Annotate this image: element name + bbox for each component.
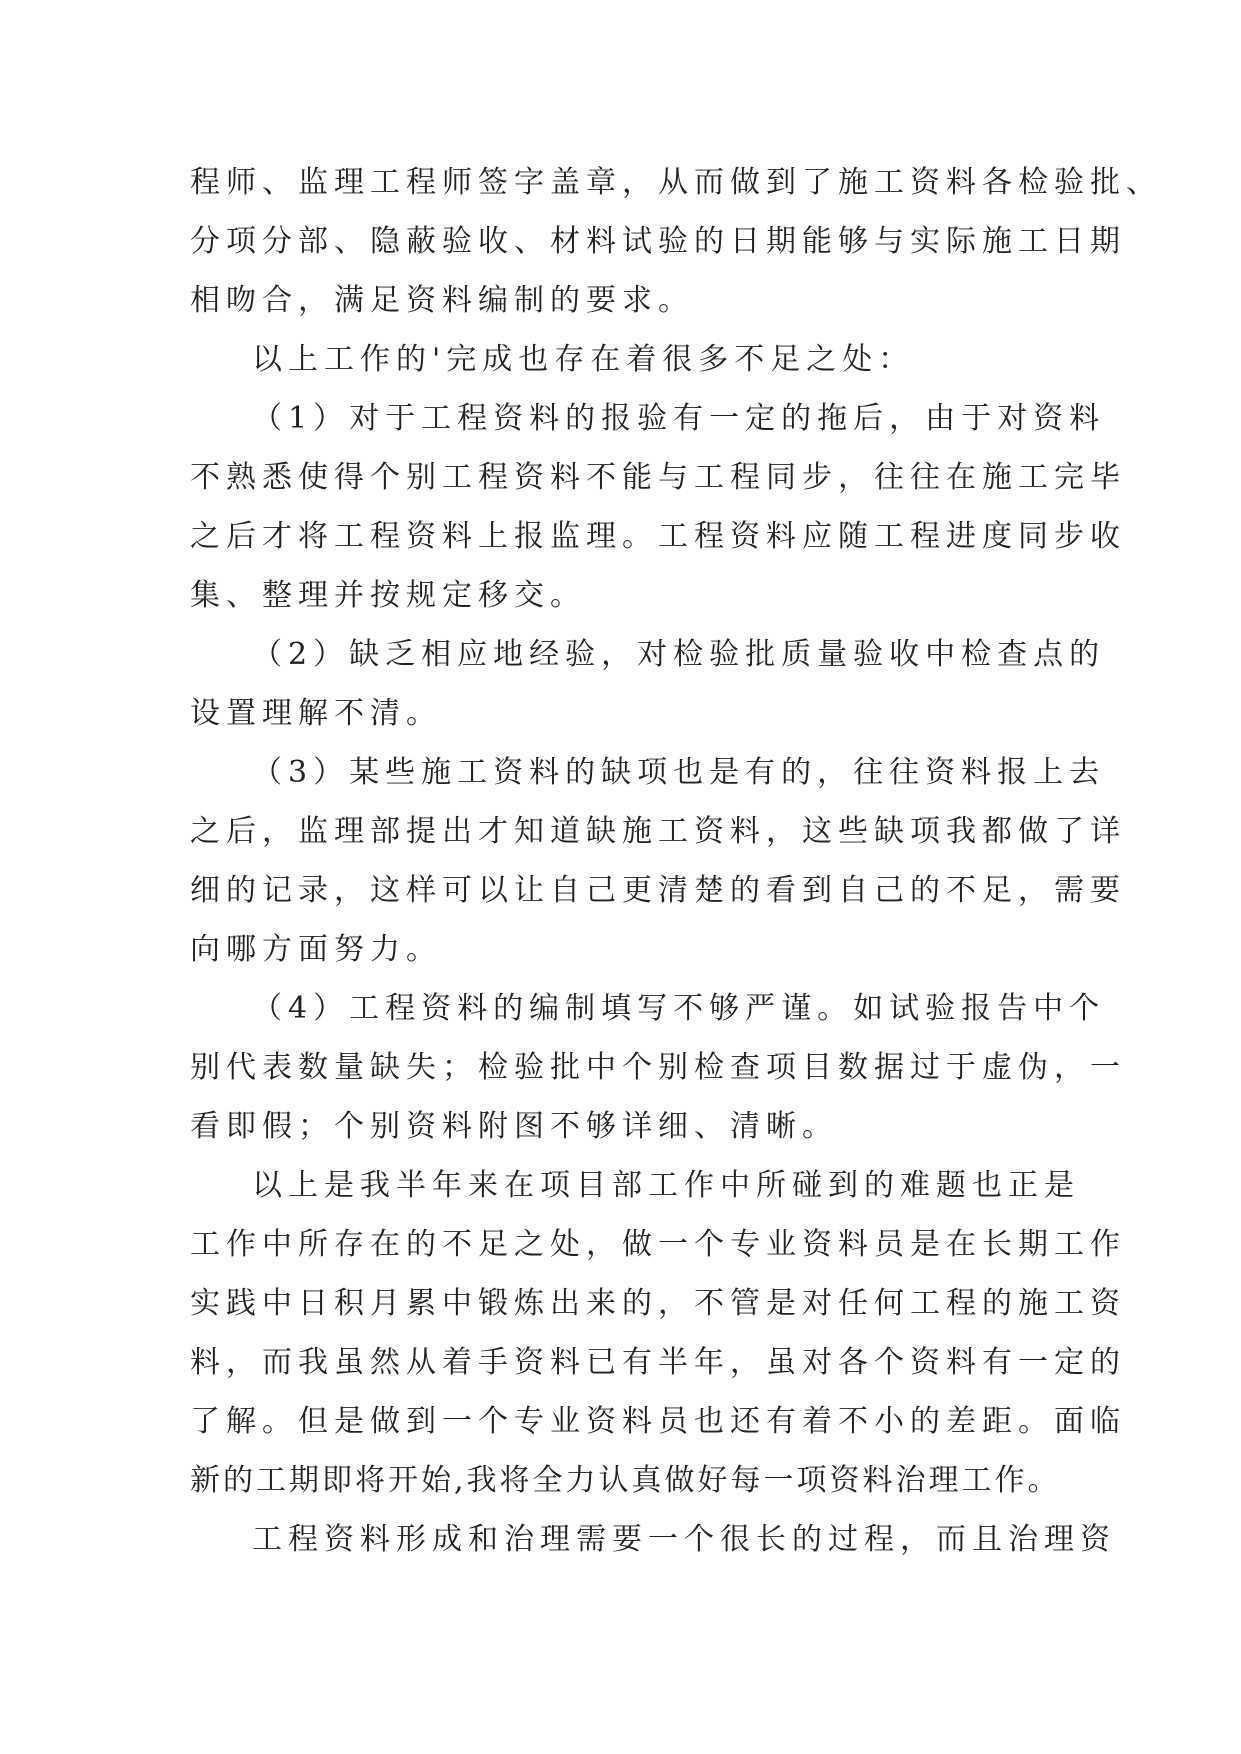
text-line: 看即假；个别资料附图不够详细、清晰。 [190, 1109, 838, 1144]
paragraph-start-line: 以上工作的'完成也存在着很多不足之处： [252, 342, 915, 377]
text-line: 工作中所存在的不足之处，做一个专业资料员是在长期工作 [190, 1227, 1126, 1262]
list-item-1-line: （1）对于工程资料的报验有一定的拖后，由于对资料 [252, 401, 1106, 436]
text-line: 程师、监理工程师签字盖章，从而做到了施工资料各检验批、 [190, 165, 1162, 200]
text-line: 别代表数量缺失；检验批中个别检查项目数据过于虚伪，一 [190, 1050, 1126, 1085]
paragraph-start-line: 以上是我半年来在项目部工作中所碰到的难题也正是 [252, 1168, 1080, 1203]
text-line: 不熟悉使得个别工程资料不能与工程同步，往往在施工完毕 [190, 460, 1126, 495]
text-line: 设置理解不清。 [190, 696, 442, 731]
text-line: 细的记录，这样可以让自己更清楚的看到自己的不足，需要 [190, 873, 1126, 908]
text-line: 向哪方面努力。 [190, 932, 442, 967]
text-line: 新的工期即将开始,我将全力认真做好每一项资料治理工作。 [190, 1463, 1061, 1498]
text-line: 之后，监理部提出才知道缺施工资料，这些缺项我都做了详 [190, 814, 1126, 849]
text-line: 之后才将工程资料上报监理。工程资料应随工程进度同步收 [190, 519, 1126, 554]
text-line: 分项分部、隐蔽验收、材料试验的日期能够与实际施工日期 [190, 224, 1126, 259]
text-line: 实践中日积月累中锻炼出来的，不管是对任何工程的施工资 [190, 1286, 1126, 1321]
text-line: 集、整理并按规定移交。 [190, 578, 586, 613]
text-line: 相吻合，满足资料编制的要求。 [190, 283, 694, 318]
paragraph-start-line: 工程资料形成和治理需要一个很长的过程，而且治理资 [252, 1522, 1116, 1557]
text-line: 料，而我虽然从着手资料已有半年，虽对各个资料有一定的 [190, 1345, 1126, 1380]
list-item-2-line: （2）缺乏相应地经验，对检验批质量验收中检查点的 [252, 637, 1106, 672]
text-line: 了解。但是做到一个专业资料员也还有着不小的差距。面临 [190, 1404, 1126, 1439]
list-item-3-line: （3）某些施工资料的缺项也是有的，往往资料报上去 [252, 755, 1106, 790]
list-item-4-line: （4）工程资料的编制填写不够严谨。如试验报告中个 [252, 991, 1106, 1026]
